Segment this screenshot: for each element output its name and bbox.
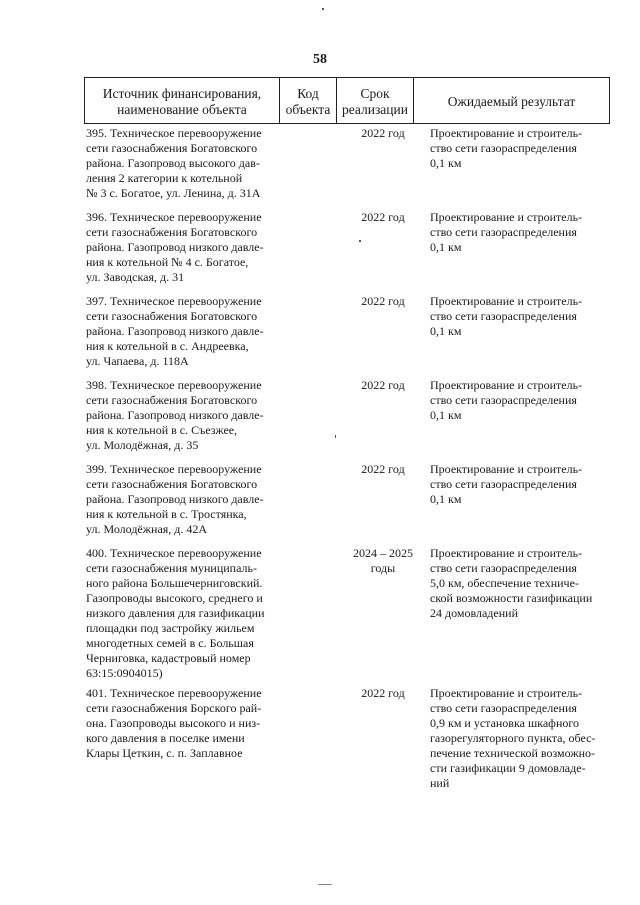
- expected-result: Проектирование и строитель- ство сети газораспределения 0,1 км: [430, 294, 583, 338]
- object-name: 400. Техническое перевооружение сети газоснабжения муниципаль- ного района Большечерниговский. Газопроводы высокого, среднего и низкого давления для газификации площадки под застройку жильем многодетных семей в с. Большая Черниговка, кадастровый номер 63:15:0904015): [86, 546, 265, 680]
- object-name: 395. Техническое перевооружение сети газоснабжения Богатовского района. Газопровод высокого дав- ления 2 категории к котельной № 3 с. Богатое, ул. Ленина, д. 31А: [86, 126, 262, 200]
- implementation-term: 2022 год: [361, 462, 405, 476]
- expected-result: Проектирование и строитель- ство сети газораспределения 0,1 км: [430, 210, 583, 254]
- scan-speck: [322, 8, 324, 10]
- implementation-term: 2024 – 2025 годы: [353, 546, 413, 575]
- header-result: Ожидаемый результат: [413, 78, 609, 123]
- object-name: 398. Техническое перевооружение сети газоснабжения Богатовского района. Газопровод низкого давле- ния к котельной в с. Съезжее, ул. Молодёжная, д. 35: [86, 378, 264, 452]
- implementation-term: 2022 год: [361, 378, 405, 392]
- table-header: [84, 77, 610, 124]
- expected-result: Проектирование и строитель- ство сети газораспределения 5,0 км, обеспечение техниче- ской возможности газификации 24 домовладений: [430, 546, 593, 620]
- object-name: 397. Техническое перевооружение сети газоснабжения Богатовского района. Газопровод низкого давле- ния к котельной в с. Андреевка, ул. Чапаева, д. 118А: [86, 294, 264, 368]
- implementation-term: 2022 год: [361, 294, 405, 308]
- expected-result: Проектирование и строитель- ство сети газораспределения 0,1 км: [430, 462, 583, 506]
- object-name: 401. Техническое перевооружение сети газоснабжения Борского рай- она. Газопроводы высокого и низ- кого давления в поселке имени Клары Цеткин, с. п. Заплавное: [86, 686, 262, 760]
- expected-result: Проектирование и строитель- ство сети газораспределения 0,9 км и установка шкафного газорегуляторного пункта, обес- печение технической возможно- сти газификации 9 домовладе- ний: [430, 686, 596, 790]
- header-source: Источник финансирования, наименование объекта: [102, 85, 262, 117]
- header-term: Срок реализации: [336, 78, 413, 123]
- scan-speck: [318, 884, 332, 885]
- expected-result: Проектирование и строитель- ство сети газораспределения 0,1 км: [430, 126, 583, 170]
- object-name: 396. Техническое перевооружение сети газоснабжения Богатовского района. Газопровод низкого давле- ния к котельной № 4 с. Богатое, ул. Заводская, д. 31: [86, 210, 264, 284]
- object-name: 399. Техническое перевооружение сети газоснабжения Богатовского района. Газопровод низкого давле- ния к котельной в с. Тростянка, ул. Молодёжная, д. 42А: [86, 462, 264, 536]
- implementation-term: 2022 год: [361, 686, 405, 700]
- scan-speck: [359, 240, 361, 242]
- implementation-term: 2022 год: [361, 210, 405, 224]
- implementation-term: 2022 год: [361, 126, 405, 140]
- expected-result: Проектирование и строитель- ство сети газораспределения 0,1 км: [430, 378, 583, 422]
- header-code: Код объекта: [279, 78, 336, 123]
- scan-speck: [335, 435, 336, 438]
- page-number: 58: [313, 52, 327, 67]
